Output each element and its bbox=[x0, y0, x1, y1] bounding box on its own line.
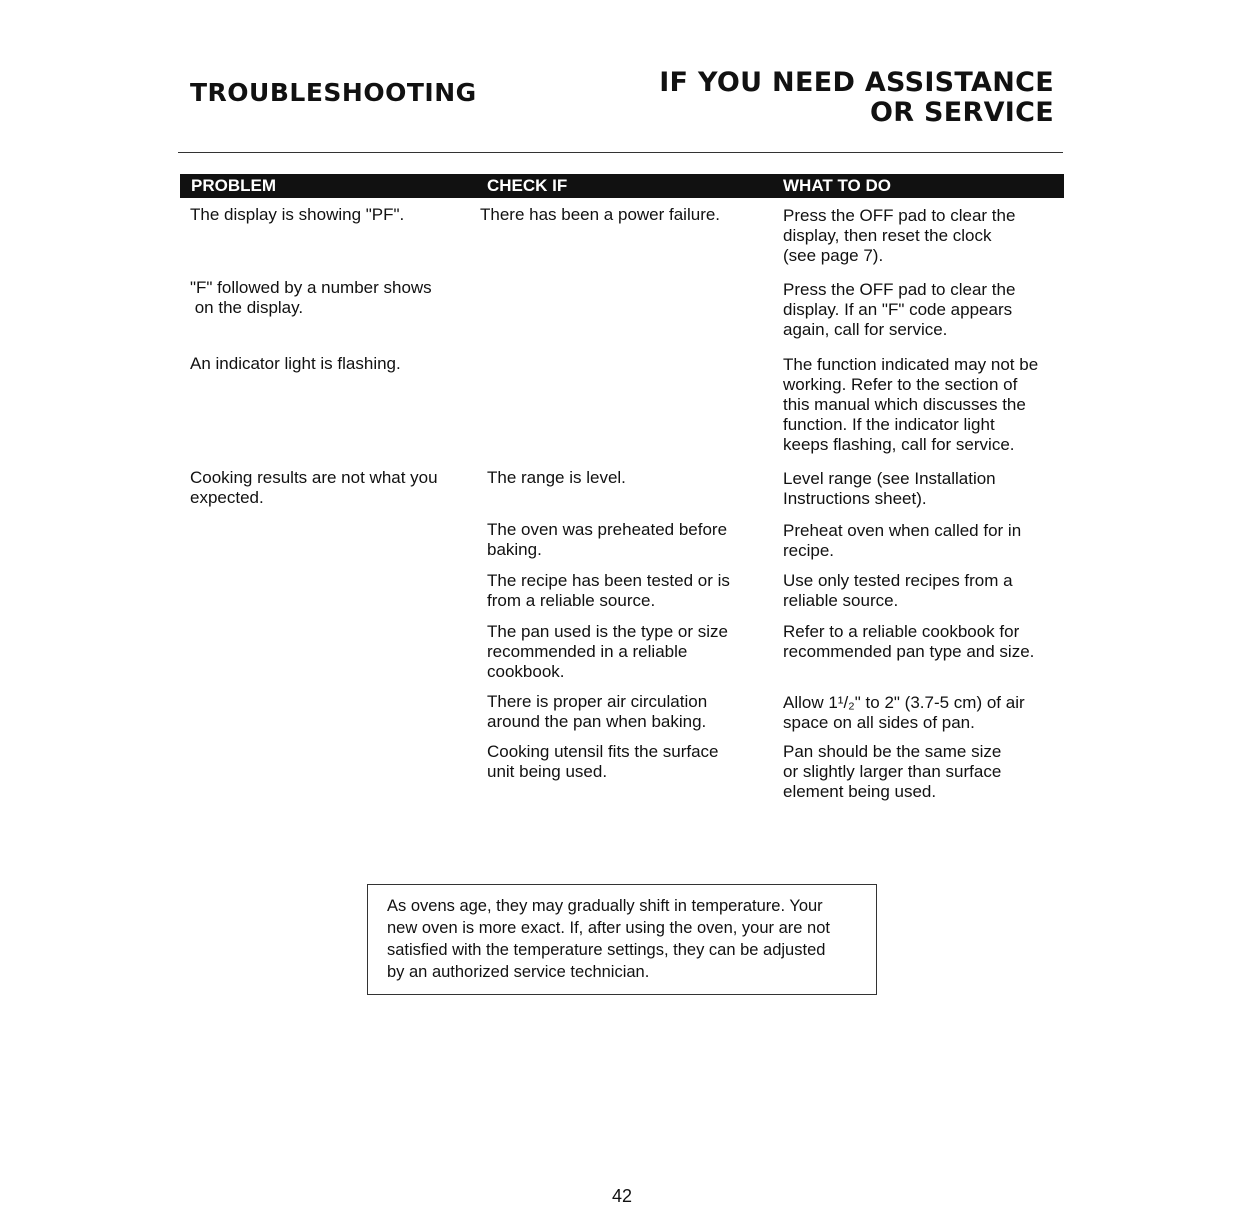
check-cell: The oven was preheated before baking. bbox=[487, 520, 728, 559]
table-header-bar bbox=[180, 174, 1064, 198]
action-cell: The function indicated may not be working. Refer to the section of this manual which discusses the function. If the indicator light keeps flashing, call for service. bbox=[783, 355, 1039, 454]
action-cell: Allow 1¹/₂" to 2" (3.7-5 cm) of air space on all sides of pan. bbox=[783, 693, 1025, 732]
section-title-assistance bbox=[659, 68, 1054, 128]
problem-cell: The display is showing "PF". bbox=[190, 205, 405, 224]
section-title-troubleshooting: TROUBLESHOOTING bbox=[190, 78, 477, 107]
header-divider bbox=[178, 152, 1063, 153]
page-number: 42 bbox=[611, 1186, 633, 1206]
column-header-check-if: CHECK IF bbox=[487, 176, 568, 195]
column-header-what-to-do: WHAT TO DO bbox=[783, 176, 891, 195]
assistance-title-line1: IF YOU NEED ASSISTANCE bbox=[659, 67, 1054, 98]
action-cell: Press the OFF pad to clear the display. If an "F" code appears again, call for service. bbox=[783, 280, 1016, 339]
action-cell: Pan should be the same size or slightly larger than surface element being used. bbox=[783, 742, 1002, 801]
check-cell: Cooking utensil fits the surface unit being used. bbox=[487, 742, 719, 781]
action-cell: Level range (see Installation Instructions sheet). bbox=[783, 469, 996, 508]
problem-cell: Cooking results are not what you expected. bbox=[190, 468, 438, 507]
problem-cell: An indicator light is flashing. bbox=[190, 354, 401, 373]
check-cell: The range is level. bbox=[487, 468, 626, 487]
action-cell: Preheat oven when called for in recipe. bbox=[783, 521, 1022, 560]
check-cell: The recipe has been tested or is from a reliable source. bbox=[487, 571, 730, 610]
oven-temperature-notice: As ovens age, they may gradually shift in temperature. Your new oven is more exact. If, after using the oven, your are not satisfied with the temperature settings, they can be adjusted by an authorized service technician. bbox=[367, 884, 877, 995]
assistance-title-line2: OR SERVICE bbox=[869, 97, 1054, 128]
action-cell: Press the OFF pad to clear the display, then reset the clock (see page 7). bbox=[783, 206, 1016, 265]
check-cell: There is proper air circulation around the pan when baking. bbox=[487, 692, 708, 731]
problem-cell: "F" followed by a number shows on the display. bbox=[190, 278, 432, 317]
check-cell: There has been a power failure. bbox=[480, 205, 721, 224]
action-cell: Use only tested recipes from a reliable source. bbox=[783, 571, 1013, 610]
column-header-problem: PROBLEM bbox=[191, 176, 276, 195]
check-cell: The pan used is the type or size recommended in a reliable cookbook. bbox=[487, 622, 728, 681]
action-cell: Refer to a reliable cookbook for recommended pan type and size. bbox=[783, 622, 1035, 661]
